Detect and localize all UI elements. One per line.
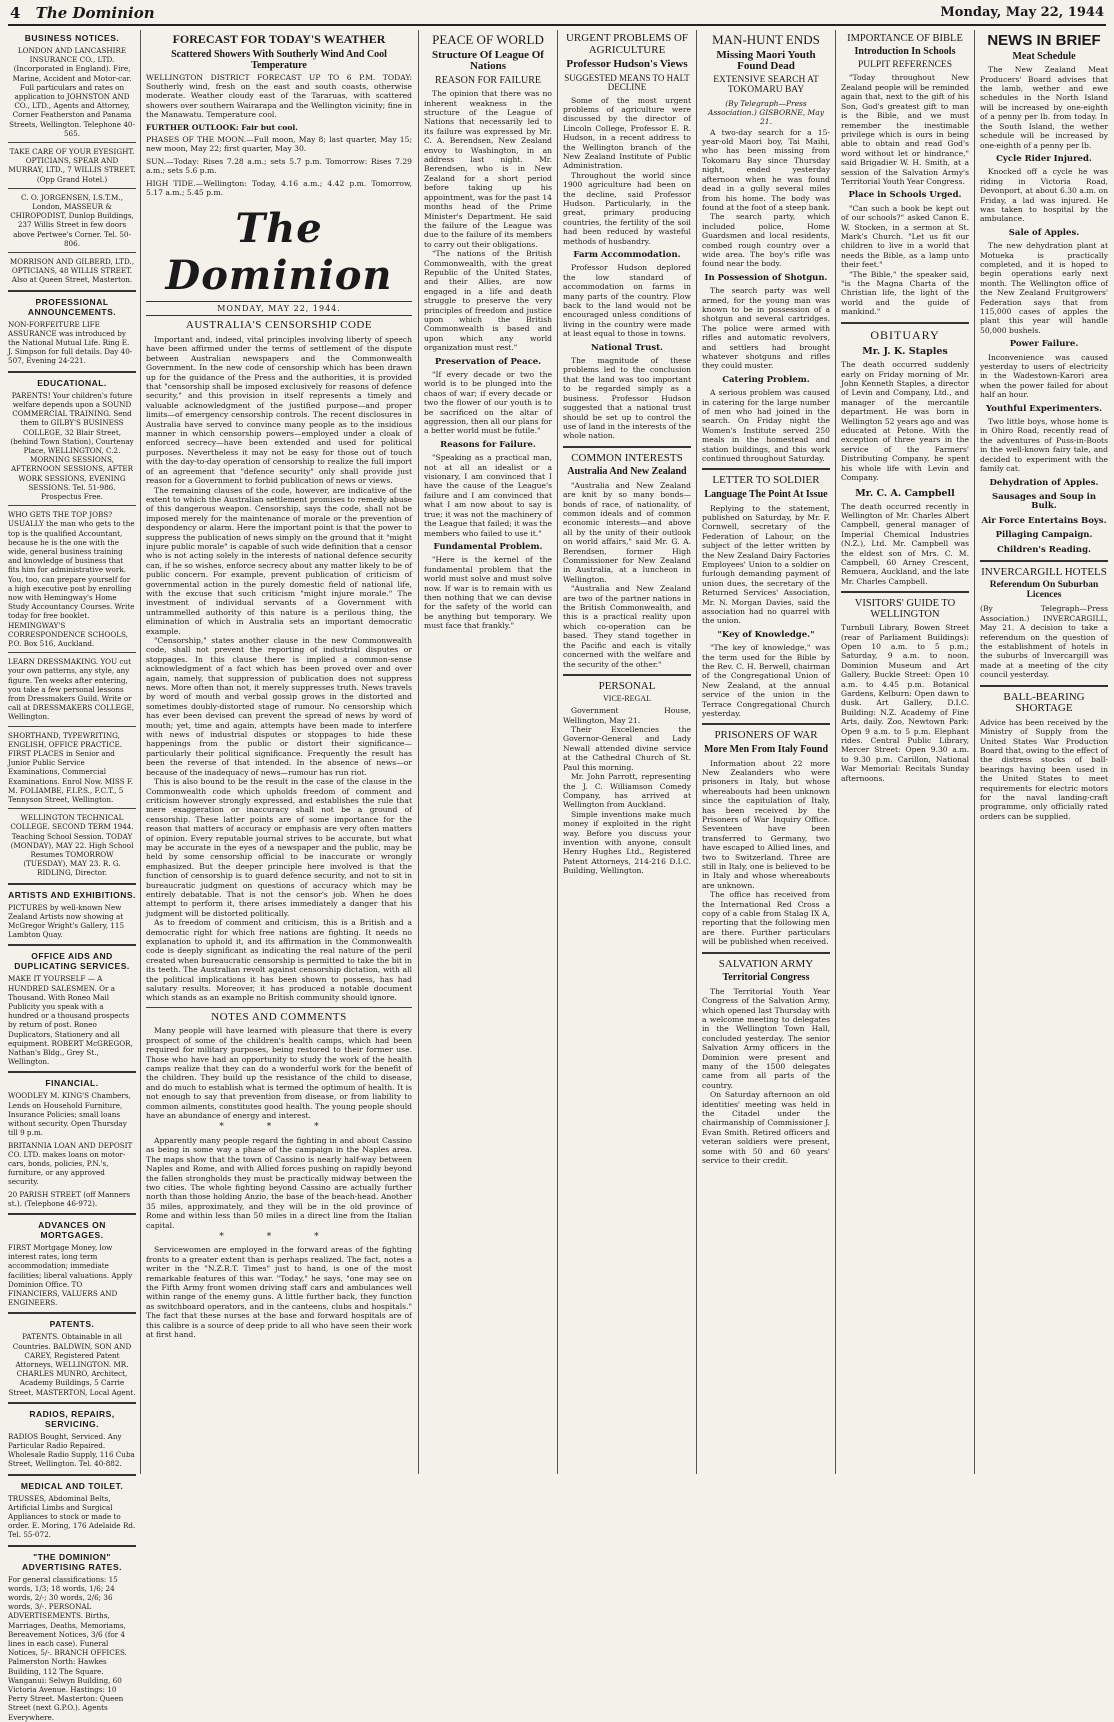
article-subheadline: Language The Point At Issue — [704, 489, 828, 501]
column-divider — [835, 30, 836, 1474]
classified-ad: PARENTS! Your children's future welfare depends upon a SOUND COMMERCIAL TRAINING. Send them to GILBY'S BUSINESS COLLEGE, 32 Blair Street, (behind Town Station), Courtenay Place, WELLINGTON, C.2. MORNING SESSIONS, AFTERNOON SESSIONS, AFTER WORK SESSIONS, EVENING SESSIONS. Tel. 51-986. Prospectus Free. — [10, 390, 134, 501]
paragraph: Professor Hudson deplored the low standard of accommodation on farms in many parts of the country. Flow back to the land would not be encouraged unless conditions of living in the country were made at least equal to those in towns. — [563, 263, 691, 339]
subheading: Reasons for Failure. — [440, 439, 536, 450]
subheading: In Possession of Shotgun. — [704, 272, 828, 283]
classified-ad: BRITANNIA LOAN AND DEPOSIT CO. LTD. makes loans on motor-cars, bonds, policies, P.N.'s, furniture, or any approved security. — [8, 1140, 133, 1187]
article-headline: URGENT PROBLEMS OF AGRICULTURE — [565, 32, 689, 56]
weather-title: FORECAST FOR TODAY'S WEATHER — [172, 32, 386, 46]
visitors-body: Turnbull Library, Bowen Street (rear of Parliament Buildings): Open 10 a.m. to 5 p.m.; Saturday, 9 a.m. to noon. Dominion Museum and Art Gallery, Buckle Street: Open 10 a.m. to 4.45 p.m. Botanical Gardens, Kelburn: Open dawn to dusk. Art Gallery, D.I.C. Building: N.Z. Academy of Fine Arts, daily. Zoo, Newtown Park: Open 9 a.m. to 5 p.m. Elephant rides. Central Public Library, Mercer Street: Open 9.30 a.m. to 9.30 p.m. Carillon, National War Memorial: Recitals Sunday afternoons. — [841, 623, 969, 783]
paragraph: The remaining clauses of the code, however, are indicative of the extent to which the Australian settlement promises to remedy abuse of this dangerous weapon. Censorship, says the code, shall not be imposed merely for the maintenance of morale or the prevention of despondency or alarm. Here the important point is that the power to suppress the publication of news simply on the ground that it "might injure public morale" is capable of such wide definition that a censor who is not acting solely in the interests of national defence security can, if he so wishes, enforce secrecy about any matter likely to be of public concern. For example, prevent publication of criticism of governmental action in the purely domestic field of national life, with the excuse that such criticism "might injure morale." The investment of individual servants of a Government with untrammelled authority of this nature is a perilous thing, the elimination of which in Australia sets an important democratic example. — [146, 485, 412, 636]
paragraph: "The Bible," the speaker said, "is the Magna Charta of the Christian life, the light of the world and the guide of mankind." — [841, 269, 969, 317]
paragraph: Knocked off a cycle he was riding in Victoria Road, Devonport, at about 6.30 a.m. on Friday, a lad was injured. He was taken to hospital by the ambulance. — [980, 167, 1108, 224]
classified-ad: For general classifications: 15 words, 1/3; 18 words, 1/6; 24 words, 2/-; 30 words, 2/6; 36 words, 3/-. PERSONAL ADVERTISEMENTS. Births, Marriages, Deaths, Memoriams, Bereavement Notices, 3/6 (for 4 lines in each case). Funeral Notices, 5/-. BRANCH OFFICES. Palmerston North: Hawkes Building, 112 The Square. Wanganui: Selwyn Building, 60 Victoria Avenue. Hastings: 10 Perry Street. Masterton: Queen Street (next G.P.O.). Agents Everywhere. — [8, 1574, 127, 1722]
weather-outlook: FURTHER OUTLOOK: Fair but cool. — [146, 122, 298, 132]
paragraph: "Speaking as a practical man, not at all an idealist or a visionary, I am convinced that I have the cause of the League's failure and I am convinced that what I am now about to say is true; it was not the machinery of the League that failed; it was the members who failed to use it." — [424, 453, 552, 538]
section-heading: OFFICE AIDS AND DUPLICATING SERVICES. — [14, 951, 130, 972]
paragraph: Information about 22 more New Zealanders who were prisoners in Italy, but whose whereabouts had been unknown since the capitulation of Italy, has been received by the Prisoners of War Inquiry Office. Seventeen have been transferred to Germany, two have escaped to Allied lines, and two to Switzerland. Three are still in Italy, one is believed to be in Italy and whose whereabouts are unknown. — [702, 758, 830, 890]
section-heading: "THE DOMINION" ADVERTISING RATES. — [22, 1551, 122, 1572]
section-heading: BUSINESS NOTICES. — [24, 33, 120, 43]
paragraph: Government House, Wellington, May 21. — [563, 706, 691, 725]
classified-ad: PATENTS. Obtainable in all Countries. BALDWIN, SON AND CAREY, Registered Patent Attorneys, WELLINGTON. MR. CHARLES MUNRO, Architect, Academy Buildings, 5 Carrie Street, MASTERTON, Local Agent. — [8, 1332, 136, 1397]
subheading: Catering Problem. — [722, 374, 810, 385]
section-heading: PROFESSIONAL ANNOUNCEMENTS. — [27, 296, 117, 317]
byline: (By Telegraph—Press Association.) GISBORNE, May 21. — [708, 98, 824, 126]
paragraph: "Can such a book be kept out of our schools?" asked Canon E. W. Stocken, in a sermon at St. Mark's Church. "Let us fit our children to live in a world that needs the Bible, as a lamp unto their feet." — [841, 203, 969, 270]
subheading: Mr. J. K. Staples — [862, 346, 948, 358]
section-heading: EDUCATIONAL. — [37, 377, 107, 388]
article-body — [702, 987, 830, 1166]
paragraph: "Here is the kernel of the fundamental problem that the world must solve and must solve now. If war is to remain with us then nothing that we can devise for the safety of the world can be anything but temporary. We must face that frankly." — [424, 555, 552, 631]
paragraph: A two-day search for a 15-year-old Maori boy, Tai Maihi, who has been missing from Tokomaru Bay since Thursday night, ended yesterday afternoon when he was found dead in a gully several miles from his home. The body was found at the foot of a steep bank. — [702, 127, 830, 212]
paragraph: The New Zealand Meat Producers' Board advises that the lamb, wether and ewe schedules in the North Island will be increased by one-eighth of a penny per lb. from today. In the South Island, the wether schedule will be increased by one-eighth of a penny per lb. — [980, 65, 1108, 150]
column-divider — [418, 30, 419, 1474]
classified-ad: WHO GETS THE TOP JOBS? USUALLY the man who gets to the top is the qualified Accountant, because he is the one with the wide, general business training and knowledge of business that fits him for administrative work. You, too, can prepare yourself for a high executive post by enrolling now with Hemingway's Home Study Accountancy Courses. Write today for free booklet. HEMINGWAY'S CORRESPONDENCE SCHOOLS, P.O. Box 516, Auckland. — [8, 510, 135, 648]
paragraph: The opinion that there was no inherent weakness in the structure of the League of Nations that necessarily led to its failure was expressed by Mr. C. A. Berendsen, New Zealand envoy to Washington, in an address last night. Mr. Berendsen, who is in New Zealand for a short period before taking up his appointment, was for the past 14 months head of the Prime Minister's Department. He said the failure of the League was due to the failure of its members to carry out their obligations. — [424, 89, 552, 249]
section-heading: MEDICAL AND TOILET. — [20, 1480, 124, 1491]
classified-ad: 20 PARISH STREET (off Manners st.). (Telephone 46-972). — [8, 1189, 131, 1208]
paragraph: As to freedom of comment and criticism, this is a British and a democratic right for which free nations are fighting. It needs no explanation to uphold it, and its affirmation in the Commonwealth code is deeply significant as indicating the real nature of the peril created when bureaucratic censorship is permitted to take the bit in its teeth. The Australian revolt against censorship dictation, with all the political implications it has been shown to possess, has had salutary results. Moreover, it has produced a notable document which stands as an example no British community should ignore. — [146, 918, 412, 1003]
paragraph: "Censorship," states another clause in the new Commonwealth code, shall not prevent the reporting of industrial disputes or stoppages. In this clause there is implied a common-sense acknowledgment of a fact which has been proved over and over again, namely, that suppression of publication does not suppress news. More often than not, it merely suppresses truth. News travels by word of mouth and verbal gossip grows in the distorted and sometimes doubly-distorted stage of rumour. No censorship which has ever been devised can prevent the spread of news by word of mouth; yet, time and again, attempts have been made to interfere with news of industrial disputes or stoppages to hide these happenings from the public or distort their significance—particularly their political significance. Frequently the result has been the reverse of that intended. In the absence of news—or because of the inadequacy of news—rumour has run riot. — [146, 636, 412, 777]
article-subheadline: Territorial Congress — [722, 972, 810, 984]
paragraph: The office has received from the International Red Cross a copy of a cable from Stalag IX A, reporting that the following men are there. Further particulars will be published when received. — [702, 890, 830, 947]
column-divider — [140, 30, 141, 1474]
masthead-logo: The Dominion — [165, 205, 393, 300]
article-headline: PRISONERS OF WAR — [714, 729, 818, 742]
article-body — [563, 96, 691, 441]
classified-ad: FIRST Mortgage Money, low interest rates, long term accommodation; immediate facilities; liberal valuations. Apply Dominion Office. TO FINANCIERS, VALUERS AND ENGINEERS. — [8, 1242, 133, 1308]
classified-ad: PICTURES by well-known New Zealand Artists now showing at McGregor Wright's Gallery, 115 Lambton Quay. — [8, 902, 125, 940]
moon-phases: PHASES OF THE MOON.—Full moon, May 8; last quarter, May 15; new moon, May 22; first quarter, May 30. — [146, 135, 412, 154]
agriculture-column — [563, 30, 691, 1474]
classified-ad: MAKE IT YOURSELF — A HUNDRED SALESMEN. Or a Thousand. With Roneo Mail Publicity you speak with a hundred or a thousand prospects by return of post. Roneo Duplicators, Stationery and all equipment. ROBERT McGREGOR, Nathan's Bldg., Grey St., Wellington. — [8, 974, 133, 1067]
article-headline: PERSONAL — [598, 679, 656, 692]
page-number: 4 — [10, 4, 21, 22]
paragraph: The magnitude of these problems led to the conclusion that the land was too important to be regarded simply as a business. Professor Hudson suggested that a national trust should be set up to control the use of land in the interests of the whole nation. — [563, 356, 691, 441]
section-heading: ARTISTS AND EXHIBITIONS. — [8, 889, 136, 900]
paragraph: Mr. John Parrott, representing the J. C. Williamson Comedy Company, has arrived at Wellington from Auckland. — [563, 772, 691, 810]
weather-forecast: WELLINGTON DISTRICT FORECAST UP TO 6 P.M. TODAY: Southerly wind, fresh on the east and south coasts, otherwise moderate. Weather cloudy east of the Tararuas, with scattered showers over southern Wairarapa and the Wellington vicinity; fine in the Manawatu. Temperature cool. — [146, 72, 412, 120]
article-subheadline: Meat Schedule — [1012, 50, 1076, 62]
article-subheadline: More Men From Italy Found — [703, 744, 829, 756]
obituary-body: The death occurred recently in Wellington of Mr. Charles Albert Campbell, general manager of Imperial Chemical Industries (N.Z.), Ltd. Mr. Campbell was the eldest son of Mrs. C. M. Campbell, 60 Arney Crescent, Remuera, Auckland, and the late Mr. Charles Campbell. — [841, 501, 969, 586]
article-body — [841, 73, 969, 316]
section-heading: PATENTS. — [49, 1319, 95, 1330]
article-body — [702, 128, 830, 464]
article-subheadline: Introduction In Schools — [854, 46, 956, 58]
paragraph: Two little boys, whose home is in Ohiro Road, recently read of the adventures of Puss-in-Boots in the well-known fairy tale, and decided to experiment with the family cat. — [980, 417, 1108, 474]
notes-title: NOTES AND COMMENTS — [211, 1010, 347, 1023]
paragraph: Their Excellencies the Governor-General and Lady Newall attended divine service at the Cathedral Church of St. Paul this morning. — [563, 725, 691, 772]
paragraph: The search party was well armed, for the young man was known to be in possession of a shotgun and several cartridges. The police were armed with rifles and automatic revolvers, and settlers had brought whatever shotguns and rifles they could muster. — [702, 286, 830, 371]
paragraph: "If every decade or two the world is to be plunged into the chaos of war; if every decade or two the flower of our youth is to be sacrificed on the altar of aggression, then all our plans for a better world must be futile." — [424, 370, 552, 436]
classified-ad: LONDON AND LANCASHIRE INSURANCE CO., LTD. (Incorporated in England). Fire, Marine, Accident and Motor-car. Full particulars and rates on application to JOHNSTON AND CO., LTD., Agents and Attorney, Corner Featherston and Panama Streets, Wellington. Telephone 40-565. — [9, 46, 135, 138]
article-body — [424, 89, 552, 630]
paragraph: Some of the most urgent problems of agriculture were discussed by the director of Lincoln College, Professor E. R. Hudson, in a recent address to the Wellington branch of the New Zealand Institute of Public Administration. — [563, 95, 691, 171]
article-body — [563, 706, 691, 875]
paragraph: Servicewomen are employed in the forward areas of the fighting fronts to a greater extent than is perhaps realized. The fact, notes a writer in the "N.Z.R.T. Times" just to hand, is one of the most remarkable features of this war. "Today," he says, "one may see on the Fifth Army front women driving staff cars and ambulances well within range of the enemy guns. A little further back, they function as switchboard operators, and in the canteens, clubs and hospitals." The fact that these nurses at the base and forward hospitals are of this calibre is a source of deep pride to all who have seen their work at first hand. — [146, 1245, 412, 1339]
subheading: Place in Schools Urged. — [848, 190, 962, 201]
classified-ad: TRUSSES, Abdominal Belts, Artificial Limbs and Surgical Appliances to stock or made to order. E. Moring, 176 Adelaide Rd. Tel. 55-072. — [8, 1493, 136, 1540]
column-divider — [557, 30, 558, 1474]
separator-stars: * * * — [219, 1122, 339, 1133]
paragraph: This is also bound to be the result in the case of the clause in the Commonwealth code which upholds freedom of comment and criticism however strongly expressed, and establishes the rule that mere exaggeration or inaccuracy shall not be a ground of censorship. These latter points are of some importance for the reason that matters of accuracy or emphasis are very often matters of opinion. Every reputable journal strives to be accurate, but what may be accurate in the eyes of a newspaper and the public, may be held by some censorship official to be inaccurate or wrongly emphasized. But the deeper principle here involved is that the function of censorship is to guard defence security, and not to sit in bureaucratic judgment on questions of accuracy which may be entirely debatable. That is not the censor's job. When he does attempt to perform it, there arises immediately a danger that his judgment will be distorted politically. — [146, 777, 412, 918]
paragraph: Many people will have learned with pleasure that there is every prospect of some of the children's health camps, which had been required for military purposes, being restored to their former use. Those who have had an opportunity to study the work of the health camps realize that they can do a wonderful work for the benefit of the children. They build up the resistance of the child to disease, and do much to establish what is termed the optimum of health. It is not enough to say that prevention from disease, or from liability to common ailments, constitutes good health. The young people should have an abundance of energy and interest. — [146, 1026, 412, 1121]
paragraph: "The key of knowledge," was the term used for the Bible by the Rev. C. H. Berwell, chairman of the Congregational Union of New Zealand, at the annual service of the union in the Terrace Congregational Church yesterday. — [702, 643, 830, 719]
article-headline: LETTER TO SOLDIER — [712, 474, 820, 487]
article-subheadline: Australia And New Zealand — [567, 466, 687, 478]
article-kicker: SUGGESTED MEANS TO HALT DECLINE — [564, 72, 690, 93]
news-column — [980, 30, 1108, 1474]
paragraph: A serious problem was caused in catering for the large number of men who had joined in the search. On Friday night the Women's Institute served 250 meals in the homestead and station buildings, and this work continued throughout Saturday. — [702, 388, 830, 464]
classified-ad: C. O. JORGENSEN, I.S.T.M., London, MASSEUR & CHIROPODIST, Dunlop Buildings, 237 Willis Street in few doors above Pertwee's Corner. Tel. 50-806. — [10, 192, 134, 248]
article-headline: SALVATION ARMY — [718, 957, 814, 970]
masthead-date: MONDAY, MAY 22, 1944. — [146, 301, 412, 316]
paragraph: The Territorial Youth Year Congress of the Salvation Army, which opened last Thursday with a welcome meeting to delegates in the Wellington Town Hall, concluded yesterday. The senior Salvation Army officers in the Dominion were present and many of the 1500 delegates came from all parts of the country. — [702, 986, 830, 1090]
article-headline: PEACE OF WORLD — [432, 32, 544, 47]
editorial-body — [146, 335, 412, 1003]
subheading: Pillaging Campaign. — [995, 530, 1093, 541]
article-subheadline: Professor Hudson's Views — [566, 58, 688, 71]
classified-ad: RADIOS Bought, Serviced. Any Particular Radio Repaired. Wholesale Radio Supply, 116 Cuba Street, Wellington. Tel. 40-882. — [8, 1431, 135, 1469]
subheading: Preservation of Peace. — [434, 356, 542, 367]
subheading: "Key of Knowledge." — [717, 629, 815, 640]
paragraph: Simple inventions make much money if exploited in the right way. Before you discuss your invention with anyone, consult Henry Hughes Ltd., Registered Patent Attorneys, 214-216 D.I.C. Building, Wellington. — [563, 809, 691, 876]
subheading: Farm Accommodation. — [573, 250, 681, 261]
subheading: Fundamental Problem. — [433, 541, 543, 552]
editorial-column — [146, 30, 412, 1474]
peace-column — [424, 30, 552, 1474]
classified-ad: NON-FORFEITURE LIFE ASSURANCE was introduced by the National Mutual Life. Ring E. J. Simpson for full details. Day 40-507, Evening 24-221. — [8, 319, 133, 366]
subheading: Youthful Experimenters. — [985, 403, 1103, 414]
paper-name: The Dominion — [35, 4, 155, 22]
classified-ad: WELLINGTON TECHNICAL COLLEGE. SECOND TERM 1944. Teaching School Session. TODAY (MONDAY), MAY 22. High School Resumes TOMORROW (TUESDAY), MAY 23. R. G. RIDLING, Director. — [10, 813, 134, 878]
article-subheadline: VICE-REGAL — [603, 694, 651, 704]
high-tide: HIGH TIDE.—Wellington: Today, 4.16 a.m.; 4.42 p.m. Tomorrow, 5.17 a.m.; 5.45 p.m. — [146, 178, 412, 198]
subheading: Children's Reading. — [997, 544, 1091, 555]
paragraph: The new dehydration plant at Motueka is practically completed, and it is hoped to begin operations early next month. The Wellington office of the New Zealand Fruitgrowers' Federation says that from 115,000 cases of apples the plant this year will handle 50,000 bushels. — [980, 241, 1108, 335]
paragraph: On Saturday afternoon an old identities' meeting was held in the Citadel under the chairmanship of Commissioner J. Evan Smith. Retired officers and veteran soldiers were present, some with 50 and 60 years' service to their credit. — [702, 1090, 830, 1165]
article-body — [702, 759, 830, 947]
bible-column — [841, 30, 969, 1474]
classified-ad: TAKE CARE OF YOUR EYESIGHT. OPTICIANS, SPEAR AND MURRAY, LTD., 7 WILLIS STREET. (Opp Grand Hotel.) — [8, 147, 136, 184]
classified-ad: LEARN DRESSMAKING. YOU cut your own patterns, any style, any figure. Ten weeks after entering, you take a few personal lessons from Dressmakers Guild. Write or call at DRESSMAKERS COLLEGE, Wellington. — [8, 657, 135, 722]
paragraph: "Today throughout New Zealand people will be reminded again that, next to the gift of his Son, God's greatest gift to man is the Bible, and we must remember the inestimable privilege which is ours in being able to obtain and read God's word without let or hindrance," said Brigadier W. H. Smith, at a session of the Salvation Army's Territorial Youth Year Congress. — [841, 73, 969, 186]
paragraph: Important and, indeed, vital principles involving liberty of speech have been affirmed under the terms of settlement of the dispute between Australian newspapers and the Commonwealth Government. In the new code of censorship which has been drawn up for the guidance of the Press and the authorities, it is provided that "censorship shall be imposed exclusively for reasons of defence security," and this provision in itself represents a timely and valuable acknowledgment of the justified purpose—and proper limits—of emergency censorship controls. The recent disclosures in Australia have served to convince many people as to the insidious manner in which censorship powers—employed under a cloak of enforced secrecy—have been extended and used for political purposes. Nevertheless it may not be easy for those out of touch with the day-to-day operation of censorship to realize the full import of an agreement that "defence security" only shall provide just reason for a Government to forbid publication of news or views. — [146, 335, 412, 486]
header-rule — [8, 24, 1106, 26]
subheading: Cycle Rider Injured. — [996, 153, 1092, 164]
subheading: Power Failure. — [1009, 339, 1079, 350]
article-headline: VISITORS' GUIDE TO WELLINGTON — [854, 598, 956, 621]
subheading: Air Force Entertains Boys. — [981, 515, 1107, 526]
weather-subtitle: Scattered Showers With Southerly Wind And Cool Temperature — [171, 48, 387, 71]
article-kicker: PULPIT REFERENCES — [857, 59, 953, 70]
paragraph: Apparently many people regard the fighting in and about Cassino as being in some way a phase of the campaign in the Naples area. The maps show that the town of Cassino is nearly half-way between Naples and Rome, and with Allied forces pushing on rapidly beyond the fallen strongholds they must be practically midway between the two cities. The whole fighting beyond Cassino are actually further north than those holding Anzio, the base of the beach-head. Another 35 miles, approximately, and they will be in the old province of Rome and within less than 50 miles in a direct line from the Italian capital. — [146, 1135, 412, 1230]
sun-times: SUN.—Today: Rises 7.28 a.m.; sets 5.7 p.m. Tomorrow: Rises 7.29 a.m.; sets 5.6 p.m. — [146, 156, 412, 176]
article-body: (By Telegraph—Press Association.) INVERCARGILL, May 21. A decision to take a referendum on the question of the establishment of hotels in the suburbs of Invercargill was made at a meeting of the city council yesterday. — [980, 604, 1108, 680]
subheading: Sausages and Soup in Bulk. — [991, 491, 1097, 512]
article-subheadline: Missing Maori Youth Found Dead — [716, 48, 816, 73]
section-heading: ADVANCES ON MORTGAGES. — [38, 1219, 106, 1240]
paragraph: The search party, which included police, Home Guardsmen and local residents, combed rough country over a wide area. The boy's rifle was found near the body. — [702, 212, 830, 269]
article-kicker: REASON FOR FAILURE — [435, 74, 541, 86]
obituary-body: The death occurred suddenly early on Friday morning of Mr. John Kenneth Staples, a director of Levin and Company, Ltd., and manager of the mercantile department. He was born in Wellington 52 years ago and was educated at Petone. With the exception of three years in the service of the Farmers' Distributing Company, he spent his whole life with Levin and Company. — [841, 360, 969, 483]
article-subheadline: Referendum On Suburban Licences — [989, 580, 1099, 601]
subheading: Dehydration of Apples. — [989, 477, 1099, 488]
separator-stars: * * * — [219, 1231, 339, 1242]
article-body — [702, 504, 830, 719]
page-header-date: Monday, May 22, 1944 — [940, 5, 1104, 20]
section-heading: RADIOS, REPAIRS, SERVICING. — [29, 1408, 115, 1429]
article-body — [563, 481, 691, 669]
paragraph: "Australia and New Zealand are knit by so many bonds—bonds of race, of nationality, of common ideals and of common economic interests—and above all by the unity of their outlook on world affairs," said Mr. G. A. Berendsen, former High Commissioner for New Zealand in Australia, at a luncheon in Wellington. — [563, 480, 691, 584]
article-headline: NEWS IN BRIEF — [987, 32, 1101, 49]
paragraph: "The nations of the British Commonwealth, with the great Republic of the United States, and their Allies, are now engaged in a life and death struggle to preserve the very principles of freedom and justice upon which the British Commonwealth is based and upon which any world organization must rest." — [424, 249, 552, 353]
article-headline: IMPORTANCE OF BIBLE — [847, 33, 963, 44]
article-kicker: EXTENSIVE SEARCH AT TOKOMARU BAY — [713, 74, 819, 95]
article-body — [980, 65, 1108, 555]
editorial-title: AUSTRALIA'S CENSORSHIP CODE — [185, 319, 373, 332]
classifieds-column — [8, 30, 136, 1722]
column-divider — [696, 30, 697, 1474]
paragraph: Throughout the world since 1900 agriculture had been on the decline, said Professor Hudson. Particularly, in the great, primary producing countries, the fertility of the soil had been reduced by wasteful methods of husbandry. — [563, 170, 691, 246]
paragraph: Replying to the statement, published on Saturday, by Mr. F. Cornwell, secretary of the Federation of Labour, on the subject of the letter written by the New Zealand Dairy Factories Employees' Union to a soldier on furlough demanding payment of union dues, the secretary of the Returned Services' Association, Mr. N. Morgan Davies, said the association had no quarrel with the union. — [702, 503, 830, 626]
subheading: National Trust. — [590, 342, 663, 353]
article-headline: OBITUARY — [870, 327, 940, 342]
subheading: Sale of Apples. — [1008, 227, 1080, 238]
classified-ad: WOODLEY M. KING'S Chambers, Lends on Household Furniture, Insurance Policies; small loans without security. Open Thursday till 9 p.m. — [8, 1091, 131, 1138]
page-header-left — [10, 4, 155, 22]
article-body: Advice has been received by the Ministry of Supply from the United States War Production Board that, owing to the effect of the distress stocks of ball-bearings having been used in the United States to meet requirements for electric motors for the naval landing-craft programme, only officially rated orders can be supplied. — [980, 717, 1108, 821]
section-heading: FINANCIAL. — [45, 1078, 99, 1089]
article-headline: BALL-BEARING SHORTAGE — [1003, 690, 1085, 715]
paragraph: "Australia and New Zealand are two of the partner nations in the British Commonwealth, and this is a practical reality upon which co-operation can be based. They stand together in the Pacific and each is vitally concerned with the welfare and the security of the other." — [563, 584, 691, 669]
paragraph: Inconvenience was caused yesterday to users of electricity in the Wadestown-Karori area when the power failed for about half an hour. — [980, 352, 1108, 400]
article-headline: COMMON INTERESTS — [571, 451, 683, 464]
article-headline: MAN-HUNT ENDS — [712, 32, 820, 47]
column-divider — [974, 30, 975, 1474]
classified-ad: SHORTHAND, TYPEWRITING, ENGLISH, OFFICE PRACTICE. FIRST PLACES in Senior and Junior Public Service Examinations, Commercial Examinations. Enrol Now. MISS F. M. FOLIAMBE, F.I.P.S., F.C.T., 5 Tennyson Street, Wellington. — [8, 730, 134, 805]
manhunt-column — [702, 30, 830, 1474]
classified-ad: MORRISON AND GILBERD, LTD., OPTICIANS, 48 WILLIS STREET. Also at Queen Street, Masterton. — [9, 257, 135, 285]
article-subheadline: Structure Of League Of Nations — [432, 48, 544, 73]
notes-body — [146, 1026, 412, 1339]
article-headline: INVERCARGILL HOTELS — [981, 565, 1107, 578]
subheading: Mr. C. A. Campbell — [855, 487, 955, 499]
